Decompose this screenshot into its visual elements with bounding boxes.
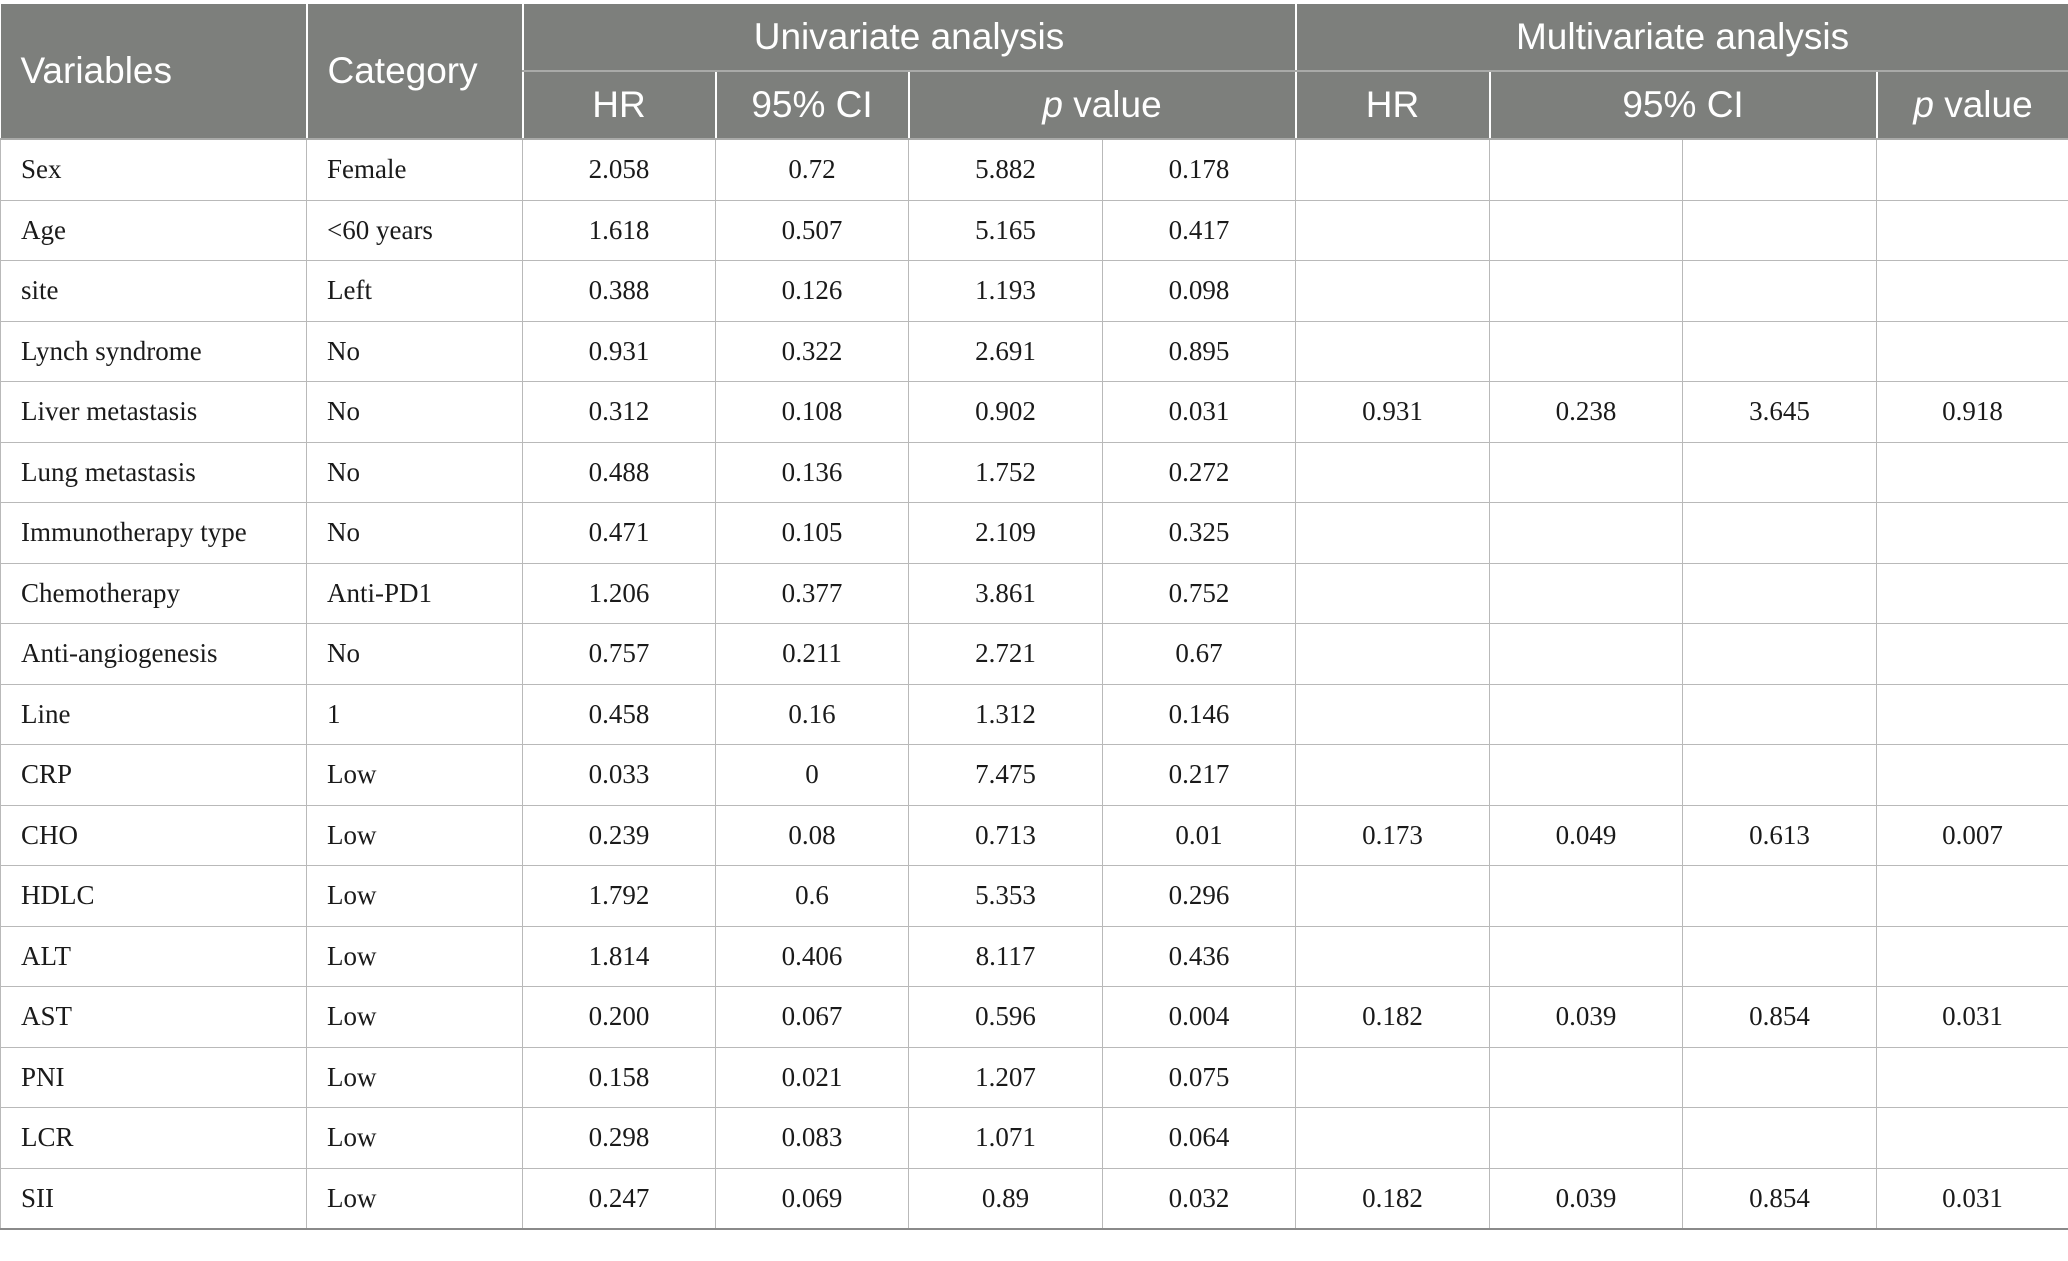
cell-multi-p	[1877, 200, 2068, 261]
header-multi-ci: 95% CI	[1490, 71, 1877, 139]
cell-multi-hr	[1296, 745, 1490, 806]
cell-multi-hr	[1296, 200, 1490, 261]
cell-uni-ci-high: 3.861	[909, 563, 1103, 624]
cell-multi-p: 0.007	[1877, 805, 2068, 866]
cell-uni-ci-low: 0.6	[716, 866, 909, 927]
cell-multi-hr	[1296, 503, 1490, 564]
cell-multi-ci-high	[1683, 563, 1877, 624]
table-row	[1, 382, 2068, 443]
table-body	[1, 139, 2068, 1229]
cell-multi-ci-high	[1683, 624, 1877, 685]
cell-multi-p	[1877, 321, 2068, 382]
cell-uni-ci-high: 0.89	[909, 1168, 1103, 1229]
cell-uni-ci-low: 0.16	[716, 684, 909, 745]
cell-uni-ci-low: 0.08	[716, 805, 909, 866]
header-variables: Variables	[1, 4, 307, 139]
cell-multi-ci-low	[1490, 1108, 1683, 1169]
cell-category: Low	[307, 1108, 523, 1169]
cell-multi-ci-high: 0.854	[1683, 987, 1877, 1048]
cell-multi-ci-low	[1490, 261, 1683, 322]
cell-category: 1	[307, 684, 523, 745]
cell-uni-p: 0.075	[1103, 1047, 1296, 1108]
cell-multi-ci-high	[1683, 1047, 1877, 1108]
cell-category: Low	[307, 1168, 523, 1229]
cell-multi-p	[1877, 745, 2068, 806]
cell-multi-ci-low	[1490, 442, 1683, 503]
cell-uni-hr: 0.033	[523, 745, 716, 806]
header-multi-p-italic: p	[1913, 84, 1934, 125]
cell-multi-ci-low	[1490, 139, 1683, 200]
header-uni-p	[909, 71, 1296, 139]
table-row	[1, 805, 2068, 866]
cell-category: No	[307, 442, 523, 503]
cell-uni-p: 0.67	[1103, 624, 1296, 685]
cell-uni-ci-low: 0.211	[716, 624, 909, 685]
cell-uni-p: 0.296	[1103, 866, 1296, 927]
cell-variable: Immunotherapy type	[1, 503, 307, 564]
cell-uni-ci-low: 0.069	[716, 1168, 909, 1229]
cell-multi-hr	[1296, 563, 1490, 624]
cell-multi-hr	[1296, 139, 1490, 200]
regression-table	[0, 4, 2068, 1230]
cell-uni-ci-high: 7.475	[909, 745, 1103, 806]
cell-category: <60 years	[307, 200, 523, 261]
cell-variable: CHO	[1, 805, 307, 866]
cell-uni-p: 0.325	[1103, 503, 1296, 564]
cell-uni-ci-low: 0.136	[716, 442, 909, 503]
cell-uni-ci-low: 0.322	[716, 321, 909, 382]
cell-uni-ci-high: 1.193	[909, 261, 1103, 322]
cell-uni-hr: 1.206	[523, 563, 716, 624]
cell-multi-hr: 0.182	[1296, 987, 1490, 1048]
table-header	[1, 4, 2068, 139]
cell-uni-p: 0.178	[1103, 139, 1296, 200]
cell-multi-ci-low	[1490, 745, 1683, 806]
cell-multi-p	[1877, 261, 2068, 322]
cell-multi-ci-low	[1490, 200, 1683, 261]
cell-uni-p: 0.064	[1103, 1108, 1296, 1169]
cell-category: No	[307, 503, 523, 564]
table-row	[1, 503, 2068, 564]
cell-uni-hr: 0.298	[523, 1108, 716, 1169]
cell-multi-hr	[1296, 684, 1490, 745]
table-row	[1, 563, 2068, 624]
cell-uni-hr: 0.312	[523, 382, 716, 443]
cell-variable: LCR	[1, 1108, 307, 1169]
cell-uni-p: 0.436	[1103, 926, 1296, 987]
cell-uni-p: 0.004	[1103, 987, 1296, 1048]
cell-uni-hr: 0.458	[523, 684, 716, 745]
cell-multi-ci-high: 3.645	[1683, 382, 1877, 443]
cell-variable: Lung metastasis	[1, 442, 307, 503]
cell-multi-p	[1877, 1108, 2068, 1169]
cell-uni-p: 0.031	[1103, 382, 1296, 443]
cell-variable: HDLC	[1, 866, 307, 927]
cell-multi-ci-high: 0.854	[1683, 1168, 1877, 1229]
cell-uni-hr: 0.488	[523, 442, 716, 503]
cell-multi-p	[1877, 139, 2068, 200]
cell-uni-hr: 0.247	[523, 1168, 716, 1229]
cell-uni-ci-high: 1.071	[909, 1108, 1103, 1169]
cell-uni-ci-low: 0.067	[716, 987, 909, 1048]
cell-multi-ci-high	[1683, 745, 1877, 806]
cell-multi-p	[1877, 563, 2068, 624]
cell-multi-ci-low: 0.238	[1490, 382, 1683, 443]
cell-uni-ci-high: 5.165	[909, 200, 1103, 261]
cell-multi-ci-high	[1683, 442, 1877, 503]
cell-uni-ci-high: 8.117	[909, 926, 1103, 987]
cell-multi-ci-low: 0.039	[1490, 987, 1683, 1048]
cell-variable: AST	[1, 987, 307, 1048]
cell-multi-p	[1877, 684, 2068, 745]
cell-multi-hr: 0.173	[1296, 805, 1490, 866]
cell-uni-hr: 0.931	[523, 321, 716, 382]
table-row	[1, 261, 2068, 322]
cell-uni-ci-high: 5.882	[909, 139, 1103, 200]
cell-multi-ci-low: 0.049	[1490, 805, 1683, 866]
cell-multi-ci-high	[1683, 321, 1877, 382]
cell-multi-ci-low	[1490, 624, 1683, 685]
cell-variable: Lynch syndrome	[1, 321, 307, 382]
cell-variable: ALT	[1, 926, 307, 987]
cell-variable: PNI	[1, 1047, 307, 1108]
cell-uni-ci-high: 0.902	[909, 382, 1103, 443]
cell-category: Anti-PD1	[307, 563, 523, 624]
cell-multi-ci-high	[1683, 261, 1877, 322]
cell-category: Low	[307, 745, 523, 806]
cell-multi-ci-low	[1490, 684, 1683, 745]
table-row	[1, 200, 2068, 261]
header-univariate: Univariate analysis	[523, 4, 1296, 71]
table-row	[1, 442, 2068, 503]
cell-uni-ci-high: 0.596	[909, 987, 1103, 1048]
cell-multi-ci-low	[1490, 563, 1683, 624]
table-row	[1, 624, 2068, 685]
cell-variable: Anti-angiogenesis	[1, 624, 307, 685]
cell-multi-ci-low	[1490, 321, 1683, 382]
cell-multi-p	[1877, 866, 2068, 927]
cell-multi-p	[1877, 503, 2068, 564]
cell-multi-ci-low	[1490, 926, 1683, 987]
header-uni-p-rest: value	[1062, 84, 1162, 125]
cell-multi-hr: 0.931	[1296, 382, 1490, 443]
cell-uni-ci-low: 0.083	[716, 1108, 909, 1169]
cell-uni-hr: 0.200	[523, 987, 716, 1048]
cell-uni-hr: 2.058	[523, 139, 716, 200]
cell-uni-hr: 0.239	[523, 805, 716, 866]
cell-uni-ci-low: 0.72	[716, 139, 909, 200]
cell-category: Low	[307, 987, 523, 1048]
header-multi-hr: HR	[1296, 71, 1490, 139]
cell-uni-ci-high: 2.109	[909, 503, 1103, 564]
cell-uni-ci-high: 2.691	[909, 321, 1103, 382]
cell-variable: Chemotherapy	[1, 563, 307, 624]
cell-variable: SII	[1, 1168, 307, 1229]
cell-category: Left	[307, 261, 523, 322]
cell-uni-ci-low: 0.108	[716, 382, 909, 443]
table-row	[1, 1108, 2068, 1169]
table-row	[1, 926, 2068, 987]
cell-category: Female	[307, 139, 523, 200]
cell-variable: site	[1, 261, 307, 322]
table-row	[1, 321, 2068, 382]
cell-multi-p: 0.031	[1877, 987, 2068, 1048]
cell-category: Low	[307, 1047, 523, 1108]
cell-uni-ci-low: 0.507	[716, 200, 909, 261]
cell-variable: Liver metastasis	[1, 382, 307, 443]
cell-multi-ci-low	[1490, 503, 1683, 564]
cell-uni-ci-high: 1.207	[909, 1047, 1103, 1108]
cell-uni-hr: 0.757	[523, 624, 716, 685]
cell-uni-ci-high: 2.721	[909, 624, 1103, 685]
cell-multi-ci-high	[1683, 1108, 1877, 1169]
cell-multi-hr	[1296, 624, 1490, 685]
cell-uni-hr: 1.618	[523, 200, 716, 261]
cell-uni-ci-low: 0.406	[716, 926, 909, 987]
cell-multi-ci-low	[1490, 1047, 1683, 1108]
cell-uni-hr: 0.388	[523, 261, 716, 322]
cell-multi-ci-high	[1683, 503, 1877, 564]
table-row	[1, 987, 2068, 1048]
cell-multi-ci-high	[1683, 139, 1877, 200]
cell-variable: CRP	[1, 745, 307, 806]
cell-uni-hr: 1.792	[523, 866, 716, 927]
cell-category: Low	[307, 805, 523, 866]
cell-uni-p: 0.417	[1103, 200, 1296, 261]
cell-multi-ci-high	[1683, 684, 1877, 745]
cell-category: Low	[307, 866, 523, 927]
table-row	[1, 866, 2068, 927]
header-uni-ci: 95% CI	[716, 71, 909, 139]
cell-uni-ci-high: 1.312	[909, 684, 1103, 745]
cell-multi-ci-low: 0.039	[1490, 1168, 1683, 1229]
header-multi-p	[1877, 71, 2068, 139]
cell-multi-hr	[1296, 926, 1490, 987]
cell-uni-hr: 0.158	[523, 1047, 716, 1108]
cell-multi-ci-high	[1683, 926, 1877, 987]
cell-multi-p	[1877, 1047, 2068, 1108]
cell-multi-ci-high: 0.613	[1683, 805, 1877, 866]
table-row	[1, 745, 2068, 806]
cell-multi-p	[1877, 442, 2068, 503]
cell-multi-p	[1877, 926, 2068, 987]
cell-uni-ci-low: 0	[716, 745, 909, 806]
cell-uni-p: 0.895	[1103, 321, 1296, 382]
header-multivariate: Multivariate analysis	[1296, 4, 2068, 71]
cell-multi-hr	[1296, 321, 1490, 382]
cell-multi-p	[1877, 624, 2068, 685]
cell-multi-p: 0.918	[1877, 382, 2068, 443]
table-row	[1, 684, 2068, 745]
header-multi-p-rest: value	[1933, 84, 2033, 125]
cell-uni-ci-low: 0.126	[716, 261, 909, 322]
table-row	[1, 1168, 2068, 1229]
cell-multi-hr	[1296, 866, 1490, 927]
cell-multi-ci-low	[1490, 866, 1683, 927]
cell-uni-p: 0.098	[1103, 261, 1296, 322]
cell-multi-ci-high	[1683, 200, 1877, 261]
cell-multi-hr	[1296, 442, 1490, 503]
cell-multi-hr: 0.182	[1296, 1168, 1490, 1229]
header-uni-hr: HR	[523, 71, 716, 139]
cell-uni-p: 0.146	[1103, 684, 1296, 745]
cell-uni-ci-high: 1.752	[909, 442, 1103, 503]
cell-uni-ci-high: 0.713	[909, 805, 1103, 866]
cell-uni-hr: 1.814	[523, 926, 716, 987]
cell-variable: Sex	[1, 139, 307, 200]
cell-uni-hr: 0.471	[523, 503, 716, 564]
cell-variable: Age	[1, 200, 307, 261]
cell-category: Low	[307, 926, 523, 987]
cell-uni-p: 0.272	[1103, 442, 1296, 503]
cell-uni-ci-high: 5.353	[909, 866, 1103, 927]
cell-category: No	[307, 624, 523, 685]
cell-uni-p: 0.752	[1103, 563, 1296, 624]
header-row-groups	[1, 4, 2068, 71]
cell-variable: Line	[1, 684, 307, 745]
header-uni-p-italic: p	[1042, 84, 1063, 125]
cell-multi-hr	[1296, 261, 1490, 322]
cell-category: No	[307, 382, 523, 443]
cell-category: No	[307, 321, 523, 382]
header-category: Category	[307, 4, 523, 139]
cell-uni-ci-low: 0.377	[716, 563, 909, 624]
cell-multi-hr	[1296, 1108, 1490, 1169]
cell-multi-hr	[1296, 1047, 1490, 1108]
cell-uni-p: 0.01	[1103, 805, 1296, 866]
cell-uni-ci-low: 0.105	[716, 503, 909, 564]
table-row	[1, 1047, 2068, 1108]
cell-uni-p: 0.032	[1103, 1168, 1296, 1229]
cell-uni-ci-low: 0.021	[716, 1047, 909, 1108]
cell-uni-p: 0.217	[1103, 745, 1296, 806]
table-row	[1, 139, 2068, 200]
cell-multi-p: 0.031	[1877, 1168, 2068, 1229]
cell-multi-ci-high	[1683, 866, 1877, 927]
